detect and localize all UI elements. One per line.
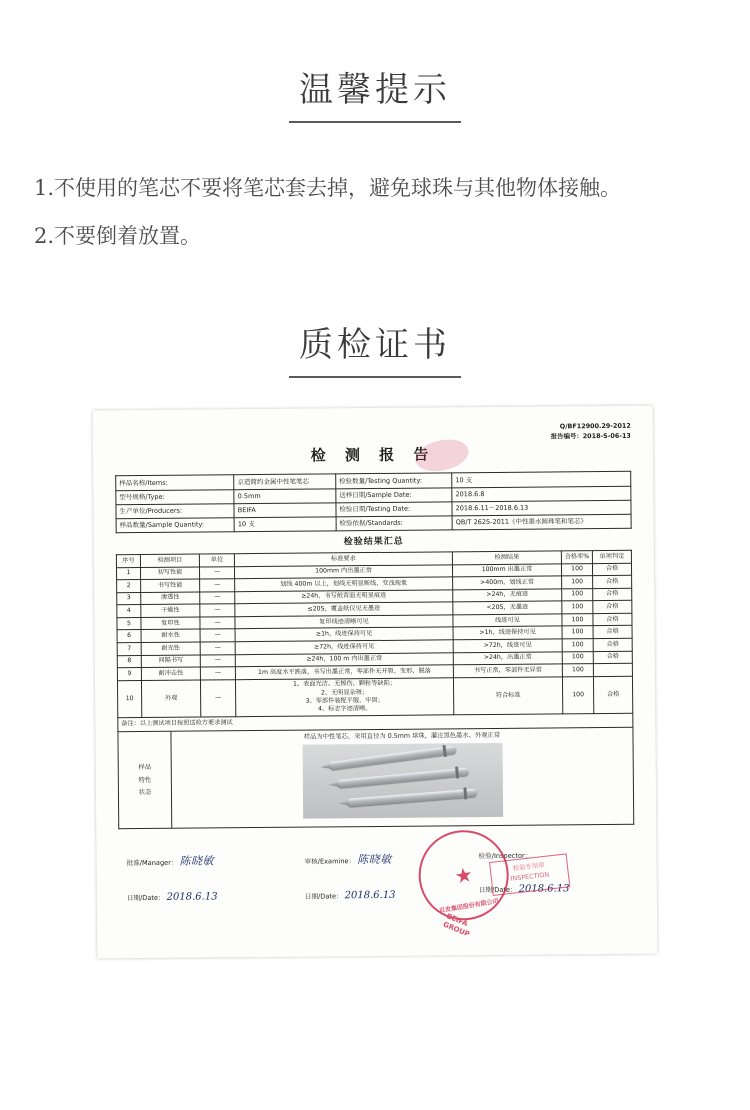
cell-judge: 合格 bbox=[593, 638, 632, 651]
cell-no: 5 bbox=[117, 617, 141, 630]
tips-title-wrapper bbox=[34, 62, 716, 123]
cell-item: 耐水性 bbox=[141, 629, 200, 642]
cell-judge: 合格 bbox=[593, 588, 632, 601]
meta-left-label: 型号规格/Type: bbox=[116, 489, 234, 504]
cell-result: 100mm 出墨正常 bbox=[452, 564, 561, 577]
cell-std: ≥1h，线迹保持可见 bbox=[235, 627, 453, 641]
report-sheet bbox=[93, 406, 658, 959]
sample-caption: 样品为中性笔芯，采用直径为 0.5mm 球珠，灌注黑色墨水、外观正常 bbox=[303, 731, 501, 741]
page-title: 温馨提示 bbox=[289, 62, 461, 123]
cell-judge: 合格 bbox=[593, 613, 632, 626]
list-item: 1.不使用的笔芯不要将笔芯套去掉，避免球珠与其他物体接触。 bbox=[34, 176, 622, 200]
meta-right-label: 送样日期/Sample Date: bbox=[336, 487, 452, 502]
date-label: 日期/Date： bbox=[126, 894, 165, 903]
cell-result: >400m，划线正常 bbox=[453, 576, 562, 589]
meta-left-value: BEIFA bbox=[234, 503, 336, 518]
date-handwriting: 2018.6.13 bbox=[344, 890, 396, 902]
sample-photo bbox=[302, 743, 503, 819]
cell-result: <20S，无墨迹 bbox=[453, 601, 562, 614]
pen-refill-icon bbox=[346, 789, 476, 807]
results-table bbox=[116, 550, 633, 719]
meta-left-value: 10 支 bbox=[234, 517, 336, 532]
col-header-no: 序号 bbox=[116, 555, 140, 568]
pen-refill-icon bbox=[336, 768, 468, 789]
certificate-title-wrapper bbox=[0, 317, 750, 378]
cell-item: 复印性 bbox=[141, 617, 200, 630]
meta-right-value: 2018.6.8 bbox=[452, 486, 631, 502]
meta-right-label: 检验日期/Testing Date: bbox=[336, 502, 452, 517]
table-row bbox=[117, 676, 632, 718]
date-handwriting: 2018.6.13 bbox=[518, 882, 570, 895]
cell-item: 渗透性 bbox=[141, 592, 200, 605]
cell-result: >24h，出墨正常 bbox=[453, 651, 562, 664]
certificate-title: 质检证书 bbox=[289, 317, 461, 378]
sample-label: 样品 特性 状态 bbox=[118, 731, 172, 827]
cell-unit: — bbox=[200, 629, 235, 642]
col-header-result: 检测结果 bbox=[452, 551, 561, 564]
cell-std: ≤20S，覆盖纸仅见无墨迹 bbox=[235, 602, 453, 616]
tips-section bbox=[0, 0, 750, 255]
signature-section bbox=[118, 850, 635, 939]
cell-result: 书写正常，零部件无异常 bbox=[453, 664, 562, 677]
meta-right-value: QB/T 2625-2011《中性墨水圆珠笔和笔芯》 bbox=[452, 514, 631, 530]
cell-judge bbox=[593, 663, 632, 676]
cell-judge: 合格 bbox=[593, 676, 632, 714]
certificate-section bbox=[0, 317, 750, 968]
pen-refill-icon bbox=[328, 746, 456, 771]
cell-rate: 100 bbox=[562, 676, 593, 714]
signature-label: 检验/Inspector： bbox=[478, 851, 532, 860]
star-icon: ★ bbox=[452, 861, 475, 889]
cell-no: 8 bbox=[117, 655, 141, 668]
cell-no: 7 bbox=[117, 643, 141, 656]
cell-no: 6 bbox=[117, 630, 141, 643]
cell-unit: — bbox=[200, 679, 235, 717]
seal-ring-text: BEIFA GROUP bbox=[441, 911, 471, 939]
meta-right-label: 检验依据/Standards: bbox=[336, 516, 452, 531]
standard-no: Q/BF12900.29-2012 bbox=[559, 421, 631, 431]
cell-item: 耐冲击性 bbox=[141, 667, 200, 680]
cell-std: ≥24h，100 m 内出墨正常 bbox=[235, 652, 453, 666]
cell-no: 9 bbox=[117, 668, 141, 681]
cell-judge: 合格 bbox=[593, 626, 632, 639]
cell-judge: 合格 bbox=[593, 601, 632, 614]
signature-block-examine bbox=[304, 852, 395, 903]
cell-no: 2 bbox=[117, 580, 141, 593]
signature-label: 审核/Examine： bbox=[304, 856, 356, 866]
cell-no: 1 bbox=[116, 567, 140, 580]
cell-std: ≥72h，线迹保持可见 bbox=[235, 640, 453, 654]
report-header-right bbox=[115, 422, 631, 446]
col-header-judge: 单项判定 bbox=[592, 550, 631, 563]
results-subtitle: 检验结果汇总 bbox=[343, 536, 404, 548]
cell-result: 线迹可见 bbox=[453, 614, 562, 627]
seal-bottom-text: 贝发集团股份有限公司 bbox=[438, 897, 500, 915]
cell-no: 3 bbox=[117, 592, 141, 605]
report-doc-title: 检 测 报 告 bbox=[310, 445, 436, 465]
cell-rate: 100 bbox=[562, 614, 593, 627]
cell-item: 耐光性 bbox=[141, 642, 200, 655]
sample-section bbox=[117, 727, 634, 828]
signature-label: 批准/Manager： bbox=[126, 858, 178, 867]
cell-item: 干燥性 bbox=[141, 604, 200, 617]
cell-result: >1h，线迹保持可见 bbox=[453, 626, 562, 639]
cell-rate: 100 bbox=[562, 576, 593, 589]
results-note: 备注：以上测试项目按照送检方要求测试 bbox=[117, 714, 633, 732]
cell-std: 1、表面光洁、无擦伤、颗粒等缺陷； 2、无明显杂斑； 3、零部件装配平服、牢固； 4、标志字迹清晰。 bbox=[235, 677, 453, 717]
signature-handwriting: 陈晓敏 bbox=[357, 852, 392, 866]
cell-item: 初写性能 bbox=[140, 567, 199, 580]
cell-unit: — bbox=[199, 566, 234, 579]
cell-judge: 合格 bbox=[592, 563, 631, 576]
certificate-image bbox=[95, 408, 655, 968]
report-no: 报告编号：2018-S-06-13 bbox=[550, 431, 631, 441]
cell-item: 书写性能 bbox=[141, 579, 200, 592]
cell-unit: — bbox=[200, 667, 235, 680]
cell-result: 符合标准 bbox=[453, 677, 562, 716]
cell-std: 划线 400m 以上，划线无明显断线、变浅现象 bbox=[235, 577, 453, 591]
meta-left-value: 0.5mm bbox=[234, 488, 336, 503]
cell-unit: — bbox=[200, 604, 235, 617]
cell-result: >24h，无痕迹 bbox=[453, 589, 562, 602]
list-item: 2.不要倒着放置。 bbox=[34, 224, 202, 248]
cell-unit: — bbox=[200, 654, 235, 667]
col-header-rate: 合格率% bbox=[561, 551, 592, 564]
cell-unit: — bbox=[200, 617, 235, 630]
cell-item: 外观 bbox=[141, 680, 200, 718]
cell-rate: 100 bbox=[562, 651, 593, 664]
cell-no: 10 bbox=[117, 680, 141, 718]
cell-rate: 100 bbox=[562, 601, 593, 614]
signature-block-manager bbox=[126, 854, 217, 905]
tips-list bbox=[34, 169, 716, 255]
cell-std: 1m 高度水平跌落，书写出墨正常，零部件无开裂、变形、脱落 bbox=[235, 665, 453, 679]
cell-unit: — bbox=[200, 592, 235, 605]
report-meta-table bbox=[115, 471, 631, 533]
date-label: 日期/Date： bbox=[478, 885, 517, 894]
cell-rate: 100 bbox=[561, 563, 592, 576]
col-header-std: 标准要求 bbox=[234, 552, 452, 566]
meta-right-label: 检验数量/Testing Quantity: bbox=[336, 473, 452, 488]
cell-std: 100mm 内出墨正常 bbox=[234, 565, 452, 579]
meta-left-value: 京造简约金属中性笔笔芯 bbox=[234, 474, 336, 489]
signature-handwriting: 陈晓敏 bbox=[179, 854, 215, 868]
cell-std: ≥24h，书写纸背面无明显痕迹 bbox=[235, 590, 453, 604]
inspection-seal-stamp: 检验专用章 INSPECTION bbox=[489, 853, 570, 896]
meta-right-value: 2018.6.11～2018.6.13 bbox=[452, 500, 631, 516]
cell-rate: 100 bbox=[562, 626, 593, 639]
cell-result: >72h，线迹可见 bbox=[453, 639, 562, 652]
cell-judge: 合格 bbox=[593, 651, 632, 664]
col-header-item: 检测项目 bbox=[140, 554, 199, 567]
cell-judge: 合格 bbox=[593, 576, 632, 589]
meta-left-label: 样品数量/Sample Quantity: bbox=[116, 518, 234, 533]
cell-no: 4 bbox=[117, 605, 141, 618]
meta-left-label: 样品名称/Items: bbox=[116, 475, 234, 490]
cell-item: 间隔书写 bbox=[141, 655, 200, 668]
cell-unit: — bbox=[200, 579, 235, 592]
date-label: 日期/Date： bbox=[304, 892, 343, 902]
meta-left-label: 生产单位/Producers: bbox=[116, 503, 234, 518]
cell-std: 复印线迹清晰可见 bbox=[235, 615, 453, 629]
meta-right-value: 10 支 bbox=[452, 472, 631, 488]
cell-rate: 100 bbox=[562, 639, 593, 652]
col-header-unit: 单位 bbox=[199, 554, 234, 567]
date-handwriting: 2018.6.13 bbox=[166, 891, 218, 904]
cell-unit: — bbox=[200, 642, 235, 655]
cell-rate: 100 bbox=[562, 588, 593, 601]
cell-rate: 100 bbox=[562, 664, 593, 677]
